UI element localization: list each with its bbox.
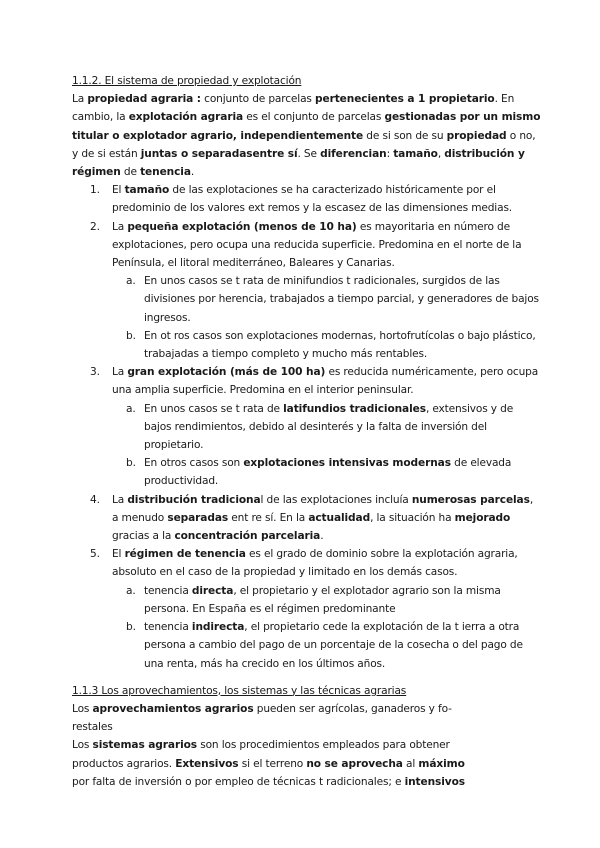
sub-marker: a. — [126, 402, 136, 415]
bold-term: indirecta — [191, 621, 245, 634]
bold-term: diferencian — [320, 147, 387, 160]
bold-term: separadas — [167, 511, 229, 524]
bold-term: pequeña explotación (menos de 10 ha) — [127, 220, 357, 233]
bold-term: concentración parcelaria — [174, 530, 321, 543]
bold-term: pertenecientes a 1 propietario — [315, 93, 495, 106]
bold-term: explotación agraria — [128, 111, 244, 124]
bold-term: Extensivos — [175, 757, 239, 770]
list-item-large-holding — [72, 363, 542, 399]
sub-marker: b. — [126, 329, 136, 342]
sub-marker: a. — [126, 584, 136, 597]
paragraph-sistemas: Los sistemas agrarios son los procedimientos empleados para obtener productos agrarios. Extensivos si el terreno no se aprovecha al máximo por falta de inversión o por empleo de técnicas t radicionales; e intensivos — [72, 739, 465, 788]
bold-term: tenencia — [140, 166, 191, 179]
bold-term: intensivos — [404, 775, 465, 788]
list-marker: 5. — [90, 548, 100, 561]
sub-marker: b. — [126, 457, 136, 470]
list-marker: 4. — [90, 493, 100, 506]
bold-term: distribución y régimen — [72, 147, 525, 179]
sub-item-latifundios — [72, 400, 542, 455]
sub-marker: a. — [126, 275, 136, 288]
bold-term: directa — [191, 584, 234, 597]
bold-term: aprovechamientos agrarios — [92, 702, 254, 715]
sub-item-modern-holdings — [72, 327, 542, 363]
sub-item-text: tenencia indirecta, el propietario cede la explotación de la t ierra a otra persona a cambio del pago de un porcentaje de la cosecha o del pago de una renta, más ha crecido en los últimos años. — [144, 621, 523, 670]
list-item-distribution — [72, 491, 542, 546]
intro-paragraph: La propiedad agraria : conjunto de parcelas pertenecientes a 1 propietario. En cambio, la explotación agraria es el conjunto de parcelas gestionadas por un mismo titular o explotador agrario, independientemente de si son de su propiedad o no, y de si están juntas o separadasentre sí. Se diferencian: tamaño, distribución y régimen de tenencia. — [72, 93, 541, 179]
bold-term: actualidad — [308, 511, 371, 524]
list-item-size — [72, 181, 542, 217]
bold-term: latifundios tradicionales — [283, 402, 426, 415]
bold-term: juntas o separadasentre sí — [140, 147, 298, 160]
bold-term: tamaño — [124, 184, 170, 197]
sub-item-indirect-tenure — [72, 618, 542, 673]
bold-term: no se aprovecha — [306, 757, 403, 770]
sub-item-text: En unos casos se t rata de minifundios t radicionales, surgidos de las divisiones por herencia, trabajados a tiempo parcial, y generadores de bajos ingresos. — [144, 275, 539, 324]
bold-term: tamaño — [393, 147, 438, 160]
sub-item-direct-tenure — [72, 582, 542, 618]
list-marker: 2. — [90, 220, 100, 233]
sub-item-text: En otros casos son explotaciones intensivas modernas de elevada productividad. — [144, 457, 512, 488]
bold-term: máximo — [418, 757, 465, 770]
bold-term: sistemas agrarios — [92, 739, 198, 752]
bold-term: explotaciones intensivas modernas — [243, 457, 451, 470]
sub-marker: b. — [126, 621, 136, 634]
bold-term: régimen de tenencia — [124, 548, 246, 561]
bold-term: propiedad — [446, 129, 507, 142]
list-item-text: El régimen de tenencia es el grado de dominio sobre la explotación agraria, absoluto en el caso de la propiedad y limitado en los demás casos. — [112, 548, 518, 579]
bold-term: mejorado — [454, 511, 511, 524]
paragraph-aprovechamientos: Los aprovechamientos agrarios pueden ser agrícolas, ganaderos y fo- restales — [72, 702, 452, 734]
bold-term: gestionadas por un mismo titular o explotador agrario, independientemente — [72, 111, 541, 142]
list-item-text: El tamaño de las explotaciones se ha caracterizado históricamente por el predominio de los valores ext remos y la escasez de las dimensiones medias. — [112, 184, 513, 215]
section-heading-1-1-2: 1.1.2. El sistema de propiedad y explotación — [72, 75, 302, 87]
list-item-text: La pequeña explotación (menos de 10 ha) es mayoritaria en número de explotaciones, pero ocupa una reducida superficie. Predomina en el norte de la Península, el litoral mediterráneo, Baleares y Canarias. — [112, 220, 522, 270]
list-marker: 1. — [90, 184, 100, 197]
section-heading-1-1-3: 1.1.3 Los aprovechamientos, los sistemas y las técnicas agrarias — [72, 684, 407, 697]
sub-item-text: En unos casos se t rata de latifundios tradicionales, extensivos y de bajos rendimientos, debido al desinterés y la falta de inversión del propietario. — [144, 402, 514, 452]
list-item-text: La distribución tradicional de las explotaciones incluía numerosas parcelas, a menudo separadas ent re sí. En la actualidad, la situación ha mejorado gracias a la concentración parcelaria. — [112, 493, 534, 543]
list-item-tenure — [72, 545, 542, 581]
section-spacer — [72, 673, 542, 682]
bold-term: numerosas parcelas — [411, 493, 530, 506]
numbered-list — [72, 181, 542, 672]
list-item-text: La gran explotación (más de 100 ha) es reducida numéricamente, pero ocupa una amplia superficie. Predomina en el interior peninsular. — [112, 366, 539, 397]
document-page — [72, 72, 542, 791]
list-marker: 3. — [90, 366, 100, 379]
bold-term: propiedad agraria : — [87, 93, 201, 106]
list-item-small-holding — [72, 218, 542, 273]
sub-item-text: En ot ros casos son explotaciones modernas, hortofrutícolas o bajo plástico, trabajadas a tiempo completo y mucho más rentables. — [144, 329, 536, 361]
sub-item-intensive — [72, 454, 542, 490]
bold-term: gran explotación (más de 100 ha) — [127, 366, 326, 379]
sub-item-text: tenencia directa, el propietario y el explotador agrario son la misma persona. En España es el régimen predominante — [144, 584, 501, 615]
bold-term: distribución tradiciona — [127, 493, 261, 506]
sub-item-minifundios — [72, 272, 542, 327]
